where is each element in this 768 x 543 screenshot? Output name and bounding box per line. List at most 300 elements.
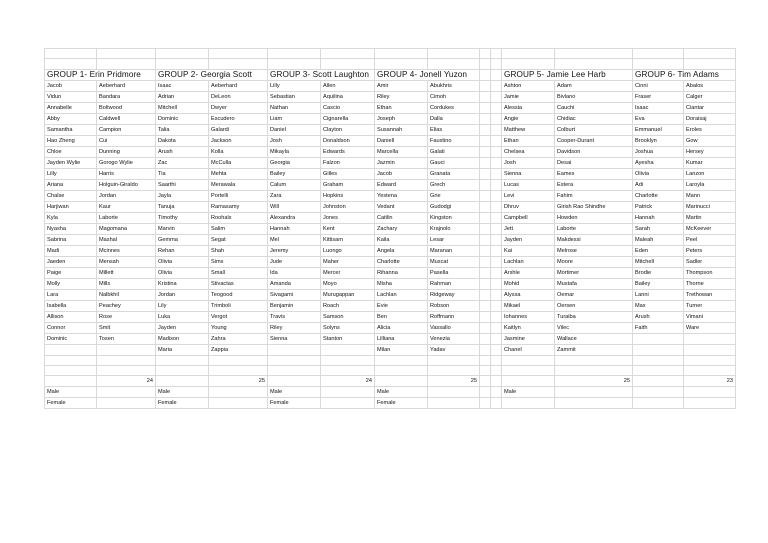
female-label[interactable]: Female — [268, 398, 321, 409]
group-count[interactable]: 23 — [684, 376, 736, 387]
sheet-cell[interactable] — [45, 365, 97, 375]
first-name-cell[interactable]: Isaac — [156, 80, 209, 91]
sheet-cell[interactable] — [491, 300, 502, 311]
last-name-cell[interactable]: Galati — [428, 146, 480, 157]
first-name-cell[interactable]: Marvin — [156, 223, 209, 234]
sheet-cell[interactable] — [491, 355, 502, 365]
first-name-cell[interactable]: Brodie — [633, 267, 684, 278]
last-name-cell[interactable]: Vilec — [555, 322, 633, 333]
sheet-cell[interactable] — [491, 59, 502, 69]
first-name-cell[interactable]: Mikayla — [268, 146, 321, 157]
sheet-cell[interactable] — [480, 212, 491, 223]
sheet-cell[interactable] — [502, 398, 555, 409]
last-name-cell[interactable]: Johnston — [321, 201, 375, 212]
group-count[interactable]: 25 — [428, 376, 480, 387]
first-name-cell[interactable] — [633, 344, 684, 355]
last-name-cell[interactable]: Rahman — [428, 278, 480, 289]
last-name-cell[interactable]: Jackson — [209, 135, 268, 146]
first-name-cell[interactable]: Jayden — [156, 322, 209, 333]
sheet-cell[interactable] — [480, 124, 491, 135]
first-name-cell[interactable]: Lilly — [45, 168, 97, 179]
sheet-cell[interactable] — [491, 387, 502, 398]
first-name-cell[interactable]: Faith — [633, 322, 684, 333]
sheet-cell[interactable] — [97, 49, 156, 59]
sheet-cell[interactable] — [480, 157, 491, 168]
last-name-cell[interactable]: Laroyla — [684, 179, 736, 190]
first-name-cell[interactable]: Charlotte — [375, 256, 428, 267]
first-name-cell[interactable]: Lanni — [633, 289, 684, 300]
first-name-cell[interactable]: Kyla — [45, 212, 97, 223]
sheet-cell[interactable] — [491, 146, 502, 157]
first-name-cell[interactable]: Fraser — [633, 91, 684, 102]
sheet-cell[interactable] — [480, 113, 491, 124]
last-name-cell[interactable]: Mustafa — [555, 278, 633, 289]
last-name-cell[interactable]: Graham — [321, 179, 375, 190]
sheet-cell[interactable] — [428, 398, 480, 409]
sheet-cell[interactable] — [375, 355, 428, 365]
first-name-cell[interactable]: Jamie — [502, 91, 555, 102]
first-name-cell[interactable]: Amanda — [268, 278, 321, 289]
last-name-cell[interactable]: Colburt — [555, 124, 633, 135]
first-name-cell[interactable]: Jasmine — [502, 333, 555, 344]
first-name-cell[interactable]: Luka — [156, 311, 209, 322]
first-name-cell[interactable]: Madi — [45, 245, 97, 256]
last-name-cell[interactable]: Muscat — [428, 256, 480, 267]
last-name-cell[interactable]: Mashal — [97, 234, 156, 245]
sheet-cell[interactable] — [480, 344, 491, 355]
first-name-cell[interactable]: Samantha — [45, 124, 97, 135]
last-name-cell[interactable]: Maher — [321, 256, 375, 267]
sheet-cell[interactable] — [480, 168, 491, 179]
sheet-cell[interactable] — [375, 376, 428, 387]
first-name-cell[interactable]: Georgia — [268, 157, 321, 168]
female-label[interactable]: Female — [45, 398, 97, 409]
first-name-cell[interactable]: Lilliana — [375, 333, 428, 344]
sheet-cell[interactable] — [97, 387, 156, 398]
last-name-cell[interactable]: Gow — [684, 135, 736, 146]
first-name-cell[interactable]: Maria — [156, 344, 209, 355]
sheet-cell[interactable] — [491, 102, 502, 113]
last-name-cell[interactable]: Ware — [684, 322, 736, 333]
sheet-cell[interactable] — [480, 102, 491, 113]
sheet-cell[interactable] — [491, 267, 502, 278]
last-name-cell[interactable]: Solyns — [321, 322, 375, 333]
sheet-cell[interactable] — [480, 300, 491, 311]
last-name-cell[interactable]: Aeberhard — [209, 80, 268, 91]
sheet-cell[interactable] — [684, 365, 736, 375]
last-name-cell[interactable]: Gilles — [321, 168, 375, 179]
first-name-cell[interactable]: Jacob — [375, 168, 428, 179]
last-name-cell[interactable]: Cui — [97, 135, 156, 146]
last-name-cell[interactable]: Howden — [555, 212, 633, 223]
last-name-cell[interactable]: Cordukes — [428, 102, 480, 113]
first-name-cell[interactable]: Lilly — [268, 80, 321, 91]
first-name-cell[interactable]: Josh — [268, 135, 321, 146]
sheet-cell[interactable] — [502, 355, 555, 365]
first-name-cell[interactable]: Hao Zheng — [45, 135, 97, 146]
last-name-cell[interactable]: Trethowan — [684, 289, 736, 300]
last-name-cell[interactable]: Calger — [684, 91, 736, 102]
first-name-cell[interactable]: Iohannes — [502, 311, 555, 322]
first-name-cell[interactable]: Tanuja — [156, 201, 209, 212]
sheet-cell[interactable] — [156, 59, 209, 69]
sheet-cell[interactable] — [480, 278, 491, 289]
first-name-cell[interactable]: Eva — [633, 113, 684, 124]
last-name-cell[interactable]: Cascio — [321, 102, 375, 113]
last-name-cell[interactable]: Donaldson — [321, 135, 375, 146]
first-name-cell[interactable]: Isaac — [633, 102, 684, 113]
last-name-cell[interactable] — [321, 344, 375, 355]
sheet-cell[interactable] — [156, 376, 209, 387]
first-name-cell[interactable]: Mel — [268, 234, 321, 245]
last-name-cell[interactable]: Caldwell — [97, 113, 156, 124]
last-name-cell[interactable] — [684, 333, 736, 344]
first-name-cell[interactable]: Annabelle — [45, 102, 97, 113]
first-name-cell[interactable]: Hannah — [633, 212, 684, 223]
sheet-cell[interactable] — [491, 168, 502, 179]
sheet-cell[interactable] — [633, 355, 684, 365]
sheet-cell[interactable] — [491, 333, 502, 344]
sheet-cell[interactable] — [480, 376, 491, 387]
first-name-cell[interactable]: Zachary — [375, 223, 428, 234]
first-name-cell[interactable]: Misha — [375, 278, 428, 289]
first-name-cell[interactable]: Allison — [45, 311, 97, 322]
sheet-cell[interactable] — [97, 398, 156, 409]
first-name-cell[interactable]: Joseph — [375, 113, 428, 124]
sheet-cell[interactable] — [321, 59, 375, 69]
first-name-cell[interactable]: Emmanuel — [633, 124, 684, 135]
sheet-cell[interactable] — [555, 49, 633, 59]
last-name-cell[interactable]: Smit — [97, 322, 156, 333]
last-name-cell[interactable]: Abalos — [684, 80, 736, 91]
last-name-cell[interactable] — [684, 344, 736, 355]
last-name-cell[interactable]: Kent — [321, 223, 375, 234]
last-name-cell[interactable]: McCulla — [209, 157, 268, 168]
first-name-cell[interactable]: Daniel — [268, 124, 321, 135]
first-name-cell[interactable]: Lara — [45, 289, 97, 300]
male-label[interactable]: Male — [45, 387, 97, 398]
first-name-cell[interactable]: Benjamin — [268, 300, 321, 311]
male-label[interactable]: Male — [375, 387, 428, 398]
last-name-cell[interactable]: Bivlano — [555, 91, 633, 102]
first-name-cell[interactable]: Olivia — [633, 168, 684, 179]
sheet-cell[interactable] — [491, 311, 502, 322]
first-name-cell[interactable]: Caitlin — [375, 212, 428, 223]
last-name-cell[interactable]: Mortimer — [555, 267, 633, 278]
first-name-cell[interactable]: Olivia — [156, 256, 209, 267]
last-name-cell[interactable]: Cooper-Durant — [555, 135, 633, 146]
sheet-cell[interactable] — [491, 49, 502, 59]
last-name-cell[interactable]: Granata — [428, 168, 480, 179]
sheet-cell[interactable] — [428, 59, 480, 69]
sheet-cell[interactable] — [321, 387, 375, 398]
sheet-cell[interactable] — [480, 311, 491, 322]
first-name-cell[interactable]: Talia — [156, 124, 209, 135]
sheet-cell[interactable] — [268, 376, 321, 387]
first-name-cell[interactable]: Rehan — [156, 245, 209, 256]
last-name-cell[interactable]: Grech — [428, 179, 480, 190]
first-name-cell[interactable]: Dakota — [156, 135, 209, 146]
first-name-cell[interactable]: Abby — [45, 113, 97, 124]
first-name-cell[interactable]: Alicia — [375, 322, 428, 333]
male-label[interactable]: Male — [268, 387, 321, 398]
sheet-cell[interactable] — [491, 124, 502, 135]
sheet-cell[interactable] — [555, 387, 633, 398]
sheet-cell[interactable] — [321, 355, 375, 365]
last-name-cell[interactable]: Aquilina — [321, 91, 375, 102]
last-name-cell[interactable]: Nalbkhil — [97, 289, 156, 300]
first-name-cell[interactable]: Jeremy — [268, 245, 321, 256]
sheet-cell[interactable] — [480, 245, 491, 256]
sheet-cell[interactable] — [555, 365, 633, 375]
last-name-cell[interactable]: Thompson — [684, 267, 736, 278]
first-name-cell[interactable]: Susannah — [375, 124, 428, 135]
first-name-cell[interactable]: Rihanna — [375, 267, 428, 278]
sheet-cell[interactable] — [97, 365, 156, 375]
last-name-cell[interactable]: Vassallo — [428, 322, 480, 333]
sheet-cell[interactable] — [480, 322, 491, 333]
last-name-cell[interactable]: Turaiba — [555, 311, 633, 322]
sheet-cell[interactable] — [428, 387, 480, 398]
first-name-cell[interactable]: Angela — [375, 245, 428, 256]
sheet-cell[interactable] — [209, 398, 268, 409]
last-name-cell[interactable]: Sims — [209, 256, 268, 267]
first-name-cell[interactable]: Chanel — [502, 344, 555, 355]
first-name-cell[interactable]: Chelsea — [502, 146, 555, 157]
last-name-cell[interactable]: Shah — [209, 245, 268, 256]
last-name-cell[interactable]: Lesar — [428, 234, 480, 245]
sheet-cell[interactable] — [491, 201, 502, 212]
last-name-cell[interactable]: Boltwood — [97, 102, 156, 113]
first-name-cell[interactable]: Ida — [268, 267, 321, 278]
sheet-cell[interactable] — [480, 146, 491, 157]
first-name-cell[interactable]: Jayla — [156, 190, 209, 201]
last-name-cell[interactable]: Mann — [684, 190, 736, 201]
first-name-cell[interactable]: Connor — [45, 322, 97, 333]
last-name-cell[interactable]: Allen — [321, 80, 375, 91]
first-name-cell[interactable]: Levi — [502, 190, 555, 201]
first-name-cell[interactable]: Milan — [375, 344, 428, 355]
sheet-cell[interactable] — [480, 49, 491, 59]
sheet-cell[interactable] — [684, 398, 736, 409]
sheet-cell[interactable] — [428, 49, 480, 59]
last-name-cell[interactable]: Kittisarn — [321, 234, 375, 245]
last-name-cell[interactable]: Falzon — [321, 157, 375, 168]
last-name-cell[interactable]: Laborte — [97, 212, 156, 223]
last-name-cell[interactable]: Krajnolo — [428, 223, 480, 234]
first-name-cell[interactable]: Bailey — [268, 168, 321, 179]
sheet-cell[interactable] — [684, 387, 736, 398]
first-name-cell[interactable]: Josh — [502, 157, 555, 168]
sheet-cell[interactable] — [555, 59, 633, 69]
last-name-cell[interactable]: Bandara — [97, 91, 156, 102]
sheet-cell[interactable] — [633, 59, 684, 69]
sheet-cell[interactable] — [633, 49, 684, 59]
last-name-cell[interactable]: Young — [209, 322, 268, 333]
first-name-cell[interactable]: Campbell — [502, 212, 555, 223]
first-name-cell[interactable]: Lachlan — [375, 289, 428, 300]
sheet-cell[interactable] — [491, 322, 502, 333]
sheet-cell[interactable] — [209, 59, 268, 69]
sheet-cell[interactable] — [480, 267, 491, 278]
sheet-cell[interactable] — [491, 113, 502, 124]
sheet-cell[interactable] — [502, 376, 555, 387]
first-name-cell[interactable]: Daniell — [375, 135, 428, 146]
last-name-cell[interactable]: Gudodgi — [428, 201, 480, 212]
sheet-cell[interactable] — [491, 245, 502, 256]
sheet-cell[interactable] — [633, 398, 684, 409]
sheet-cell[interactable] — [684, 355, 736, 365]
last-name-cell[interactable]: Teogood — [209, 289, 268, 300]
sheet-cell[interactable] — [684, 59, 736, 69]
first-name-cell[interactable]: Riley — [268, 322, 321, 333]
first-name-cell[interactable]: Patrick — [633, 201, 684, 212]
last-name-cell[interactable]: Campion — [97, 124, 156, 135]
first-name-cell[interactable]: Mikael — [502, 300, 555, 311]
first-name-cell[interactable]: Jayden Wylie — [45, 157, 97, 168]
first-name-cell[interactable]: Dominic — [45, 333, 97, 344]
last-name-cell[interactable]: Mercer — [321, 267, 375, 278]
sheet-cell[interactable] — [555, 355, 633, 365]
last-name-cell[interactable]: Roach — [321, 300, 375, 311]
first-name-cell[interactable] — [633, 333, 684, 344]
sheet-cell[interactable] — [428, 365, 480, 375]
last-name-cell[interactable]: Desai — [555, 157, 633, 168]
sheet-cell[interactable] — [491, 91, 502, 102]
female-label[interactable]: Female — [156, 398, 209, 409]
last-name-cell[interactable]: Thorne — [684, 278, 736, 289]
sheet-cell[interactable] — [156, 355, 209, 365]
last-name-cell[interactable]: Makdessi — [555, 234, 633, 245]
first-name-cell[interactable]: Max — [633, 300, 684, 311]
sheet-cell[interactable] — [555, 398, 633, 409]
first-name-cell[interactable]: Alessia — [502, 102, 555, 113]
first-name-cell[interactable]: Matthew — [502, 124, 555, 135]
last-name-cell[interactable]: Gorogo Wylie — [97, 157, 156, 168]
group-title[interactable]: GROUP 5- Jamie Lee Harb — [502, 69, 633, 80]
first-name-cell[interactable]: Yestena — [375, 190, 428, 201]
first-name-cell[interactable]: Joshua — [633, 146, 684, 157]
first-name-cell[interactable]: Jordan — [156, 289, 209, 300]
sheet-cell[interactable] — [45, 355, 97, 365]
sheet-cell[interactable] — [491, 376, 502, 387]
last-name-cell[interactable]: Yadav — [428, 344, 480, 355]
first-name-cell[interactable]: Sienna — [268, 333, 321, 344]
sheet-cell[interactable] — [97, 355, 156, 365]
sheet-cell[interactable] — [45, 49, 97, 59]
group-title[interactable]: GROUP 1- Erin Pridmore — [45, 69, 156, 80]
sheet-cell[interactable] — [480, 69, 491, 80]
sheet-cell[interactable] — [480, 91, 491, 102]
sheet-cell[interactable] — [491, 80, 502, 91]
sheet-cell[interactable] — [45, 376, 97, 387]
first-name-cell[interactable]: Ben — [375, 311, 428, 322]
sheet-cell[interactable] — [321, 398, 375, 409]
last-name-cell[interactable]: Dalla — [428, 113, 480, 124]
first-name-cell[interactable]: Arush — [633, 311, 684, 322]
first-name-cell[interactable]: Dominic — [156, 113, 209, 124]
first-name-cell[interactable]: Saarthi — [156, 179, 209, 190]
sheet-cell[interactable] — [491, 278, 502, 289]
sheet-cell[interactable] — [321, 365, 375, 375]
last-name-cell[interactable]: Cimoh — [428, 91, 480, 102]
sheet-cell[interactable] — [268, 59, 321, 69]
first-name-cell[interactable]: Sarah — [633, 223, 684, 234]
first-name-cell[interactable]: Tia — [156, 168, 209, 179]
last-name-cell[interactable]: Hersey — [684, 146, 736, 157]
last-name-cell[interactable]: Robson — [428, 300, 480, 311]
last-name-cell[interactable]: McKeever — [684, 223, 736, 234]
last-name-cell[interactable]: Magomana — [97, 223, 156, 234]
first-name-cell[interactable]: Hannah — [268, 223, 321, 234]
sheet-cell[interactable] — [209, 49, 268, 59]
last-name-cell[interactable]: Venezia — [428, 333, 480, 344]
last-name-cell[interactable]: Pasella — [428, 267, 480, 278]
first-name-cell[interactable]: Ariana — [45, 179, 97, 190]
last-name-cell[interactable]: Zahra — [209, 333, 268, 344]
last-name-cell[interactable]: Oemar — [555, 289, 633, 300]
sheet-cell[interactable] — [491, 179, 502, 190]
last-name-cell[interactable]: Zammit — [555, 344, 633, 355]
first-name-cell[interactable]: Evie — [375, 300, 428, 311]
sheet-cell[interactable] — [375, 49, 428, 59]
first-name-cell[interactable]: Sivagami — [268, 289, 321, 300]
first-name-cell[interactable]: Zara — [268, 190, 321, 201]
last-name-cell[interactable]: Adam — [555, 80, 633, 91]
last-name-cell[interactable]: Samson — [321, 311, 375, 322]
last-name-cell[interactable]: Salim — [209, 223, 268, 234]
last-name-cell[interactable]: Murugappan — [321, 289, 375, 300]
sheet-cell[interactable] — [209, 365, 268, 375]
last-name-cell[interactable]: Mcinnes — [97, 245, 156, 256]
first-name-cell[interactable]: Marcella — [375, 146, 428, 157]
first-name-cell[interactable]: Kristina — [156, 278, 209, 289]
last-name-cell[interactable]: Cignarella — [321, 113, 375, 124]
sheet-cell[interactable] — [480, 355, 491, 365]
first-name-cell[interactable]: Kaila — [375, 234, 428, 245]
last-name-cell[interactable]: Peachey — [97, 300, 156, 311]
last-name-cell[interactable]: Aeberhard — [97, 80, 156, 91]
sheet-cell[interactable] — [480, 190, 491, 201]
first-name-cell[interactable]: Travis — [268, 311, 321, 322]
last-name-cell[interactable]: Marinucci — [684, 201, 736, 212]
sheet-cell[interactable] — [633, 376, 684, 387]
last-name-cell[interactable]: Rose — [97, 311, 156, 322]
last-name-cell[interactable]: Escudero — [209, 113, 268, 124]
sheet-cell[interactable] — [480, 80, 491, 91]
sheet-cell[interactable] — [502, 49, 555, 59]
last-name-cell[interactable]: Dwyer — [209, 102, 268, 113]
first-name-cell[interactable]: Madison — [156, 333, 209, 344]
last-name-cell[interactable]: Laborte — [555, 223, 633, 234]
last-name-cell[interactable]: Estera — [555, 179, 633, 190]
sheet-cell[interactable] — [480, 59, 491, 69]
last-name-cell[interactable]: Luongo — [321, 245, 375, 256]
last-name-cell[interactable]: Mensah — [97, 256, 156, 267]
last-name-cell[interactable]: Small — [209, 267, 268, 278]
sheet-cell[interactable] — [480, 365, 491, 375]
last-name-cell[interactable]: DeLeon — [209, 91, 268, 102]
last-name-cell[interactable]: Fahim — [555, 190, 633, 201]
first-name-cell[interactable]: Eden — [633, 245, 684, 256]
first-name-cell[interactable]: Chloe — [45, 146, 97, 157]
last-name-cell[interactable]: Faustino — [428, 135, 480, 146]
sheet-cell[interactable] — [268, 365, 321, 375]
sheet-cell[interactable] — [491, 69, 502, 80]
first-name-cell[interactable]: Will — [268, 201, 321, 212]
first-name-cell[interactable]: Jett — [502, 223, 555, 234]
last-name-cell[interactable]: Zappia — [209, 344, 268, 355]
